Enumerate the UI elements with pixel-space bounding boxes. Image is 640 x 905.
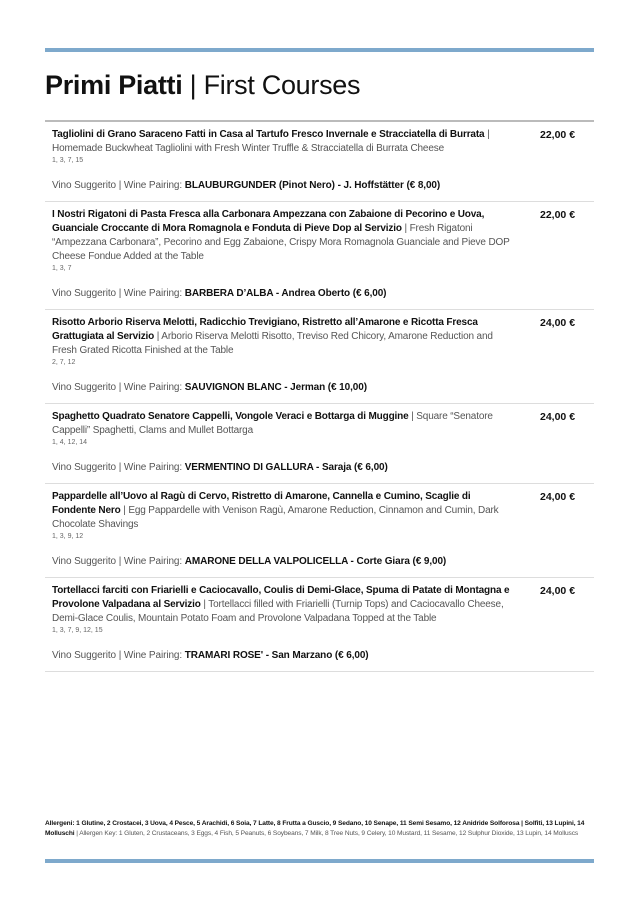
dish-name-english: Egg Pappardelle with Venison Ragù, Amarone Reduction, Cinnamon and Cumin, Dark Chocolate Shavings (52, 505, 499, 530)
dish-name-italian: I Nostri Rigatoni di Pasta Fresca alla Carbonara Ampezzana con Zabaione di Pecorino e Uova, Guanciale Croccante di Mora Romagnola e Fonduta di Pieve Dop al Servizio (52, 209, 485, 234)
wine-name: SAUVIGNON BLANC - Jerman (€ 10,00) (184, 382, 367, 393)
menu-list (45, 120, 594, 672)
title-italian: Primi Piatti (45, 70, 183, 100)
dish-allergens: 1, 3, 7, 9, 12, 15 (52, 627, 103, 634)
menu-item (45, 404, 594, 484)
menu-item (45, 122, 594, 202)
dish-name-italian: Tagliolini di Grano Saraceno Fatti in Casa al Tartufo Fresco Invernale e Stracciatella di Burrata (52, 129, 485, 140)
wine-pairing (52, 648, 587, 663)
dish-description: Tortellacci farciti con Friarielli e Caciocavallo, Coulis di Demi-Glace, Spuma di Patate di Montagna e Provolone Valpadana al Servizio | Tortellacci filled with Friarielli (Turnip Tops) and Caciocavallo Cheese, Demi-Glace Coulis, Mountain Potato Foam and Provolone Valpadana Topped at the Table (52, 585, 510, 624)
wine-pairing (52, 554, 587, 569)
dish-name-italian: Pappardelle all’Uovo al Ragù di Cervo, Ristretto di Amarone, Cannella e Cumino, Scaglie di Fondente Nero (52, 491, 471, 516)
wine-name: BARBERA D’ALBA - Andrea Oberto (€ 6,00) (184, 288, 387, 299)
title-english: First Courses (203, 70, 361, 100)
wine-label: Vino Suggerito | Wine Pairing: (52, 556, 185, 567)
dish-name-italian: Spaghetto Quadrato Senatore Cappelli, Vongole Veraci e Bottarga di Muggine (52, 411, 409, 422)
dish-price: 22,00 € (540, 129, 576, 141)
dish-description: Risotto Arborio Riserva Melotti, Radicchio Trevigiano, Ristretto all’Amarone e Ricotta Fresca Grattugiata al Servizio | Arborio Riserva Melotti Risotto, Treviso Red Chicory, Amarone Reduction and Fresh Grated Ricotta Finished at the Table (52, 317, 493, 356)
dish-name-english: Square “Senatore Cappelli” Spaghetti, Clams and Mullet Bottarga (52, 411, 493, 436)
menu-item (45, 310, 594, 404)
dish-price: 24,00 € (540, 491, 576, 503)
menu-item (45, 484, 594, 578)
allergens-english: | Allergen Key: 1 Gluten, 2 Crustaceans, 3 Eggs, 4 Fish, 5 Peanuts, 6 Soybeans, 7 Milk, 8 Tree Nuts, 9 Celery, 10 Mustard, 11 Sesame, 12 Sulphur Dioxide, 13 Lupin, 14 Molluscs (74, 830, 579, 837)
wine-pairing (52, 460, 587, 475)
allergens-italian: Allergeni: 1 Glutine, 2 Crostacei, 3 Uova, 4 Pesce, 5 Arachidi, 6 Soia, 7 Latte, 8 Frutta a Guscio, 9 Sedano, 10 Senape, 11 Semi Sesamo, 12 Anidride Solforosa | Solfiti, 13 Lupini, 14 Molluschi (45, 820, 585, 837)
wine-name: BLAUBURGUNDER (Pinot Nero) - J. Hoffstätter (€ 8,00) (184, 180, 441, 191)
dish-description: Spaghetto Quadrato Senatore Cappelli, Vongole Veraci e Bottarga di Muggine | Square “Senatore Cappelli” Spaghetti, Clams and Mullet Bottarga (52, 411, 493, 436)
dish-price: 24,00 € (540, 317, 576, 329)
allergen-footer (45, 819, 597, 839)
dish-name-italian: Tortellacci farciti con Friarielli e Caciocavallo, Coulis di Demi-Glace, Spuma di Patate di Montagna e Provolone Valpadana al Servizio (52, 585, 510, 610)
dish-description: Pappardelle all’Uovo al Ragù di Cervo, Ristretto di Amarone, Cannella e Cumino, Scaglie di Fondente Nero | Egg Pappardelle with Venison Ragù, Amarone Reduction, Cinnamon and Cumin, Dark Chocolate Shavings (52, 491, 499, 530)
dish-name-english: Arborio Riserva Melotti Risotto, Treviso Red Chicory, Amarone Reduction and Fresh Grated Ricotta Finished at the Table (52, 331, 493, 356)
top-accent-bar (45, 48, 594, 52)
menu-item (45, 578, 594, 672)
wine-label: Vino Suggerito | Wine Pairing: (52, 180, 185, 191)
dish-allergens: 1, 4, 12, 14 (52, 439, 88, 446)
wine-name: VERMENTINO DI GALLURA - Saraja (€ 6,00) (184, 462, 388, 473)
page-title (45, 70, 360, 101)
dish-allergens: 1, 3, 9, 12 (52, 533, 84, 540)
wine-pairing (52, 286, 587, 301)
dish-price: 22,00 € (540, 209, 576, 221)
dish-name-english: Fresh Rigatoni “Ampezzana Carbonara”, Pecorino and Egg Zabaione, Crispy Mora Romagnola Guanciale and Pieve DOP Cheese Fondue Added at the Table (52, 223, 510, 262)
title-separator: | (182, 70, 204, 100)
wine-label: Vino Suggerito | Wine Pairing: (52, 650, 185, 661)
dish-description: I Nostri Rigatoni di Pasta Fresca alla Carbonara Ampezzana con Zabaione di Pecorino e Uova, Guanciale Croccante di Mora Romagnola e Fonduta di Pieve Dop al Servizio | Fresh Rigatoni “Ampezzana Carbonara”, Pecorino and Egg Zabaione, Crispy Mora Romagnola Guanciale and Pieve DOP Cheese Fondue Added at the Table (52, 209, 510, 262)
dish-allergens: 2, 7, 12 (52, 359, 76, 366)
dish-price: 24,00 € (540, 411, 576, 423)
dish-allergens: 1, 3, 7, 15 (52, 157, 84, 164)
dish-price: 24,00 € (540, 585, 576, 597)
dish-name-english: Tortellacci filled with Friarielli (Turnip Tops) and Caciocavallo Cheese, Demi-Glace Coulis, Mountain Potato Foam and Provolone Valpadana Topped at the Table (52, 599, 504, 624)
wine-name: TRAMARI ROSE' - San Marzano (€ 6,00) (184, 650, 369, 661)
wine-pairing (52, 380, 587, 395)
dish-name-italian: Risotto Arborio Riserva Melotti, Radicchio Trevigiano, Ristretto all’Amarone e Ricotta Fresca Grattugiata al Servizio (52, 317, 478, 342)
bottom-accent-bar (45, 859, 594, 863)
dish-allergens: 1, 3, 7 (52, 265, 72, 272)
wine-name: AMARONE DELLA VALPOLICELLA - Corte Giara (€ 9,00) (184, 556, 447, 567)
dish-description: Tagliolini di Grano Saraceno Fatti in Casa al Tartufo Fresco Invernale e Stracciatella di Burrata | Homemade Buckwheat Tagliolini with Fresh Winter Truffle & Stracciatella di Burrata Cheese (52, 129, 490, 154)
wine-label: Vino Suggerito | Wine Pairing: (52, 288, 185, 299)
wine-pairing (52, 178, 587, 193)
dish-name-english: Homemade Buckwheat Tagliolini with Fresh Winter Truffle & Stracciatella di Burrata Cheese (52, 143, 445, 154)
wine-label: Vino Suggerito | Wine Pairing: (52, 462, 185, 473)
wine-label: Vino Suggerito | Wine Pairing: (52, 382, 185, 393)
menu-item (45, 202, 594, 310)
